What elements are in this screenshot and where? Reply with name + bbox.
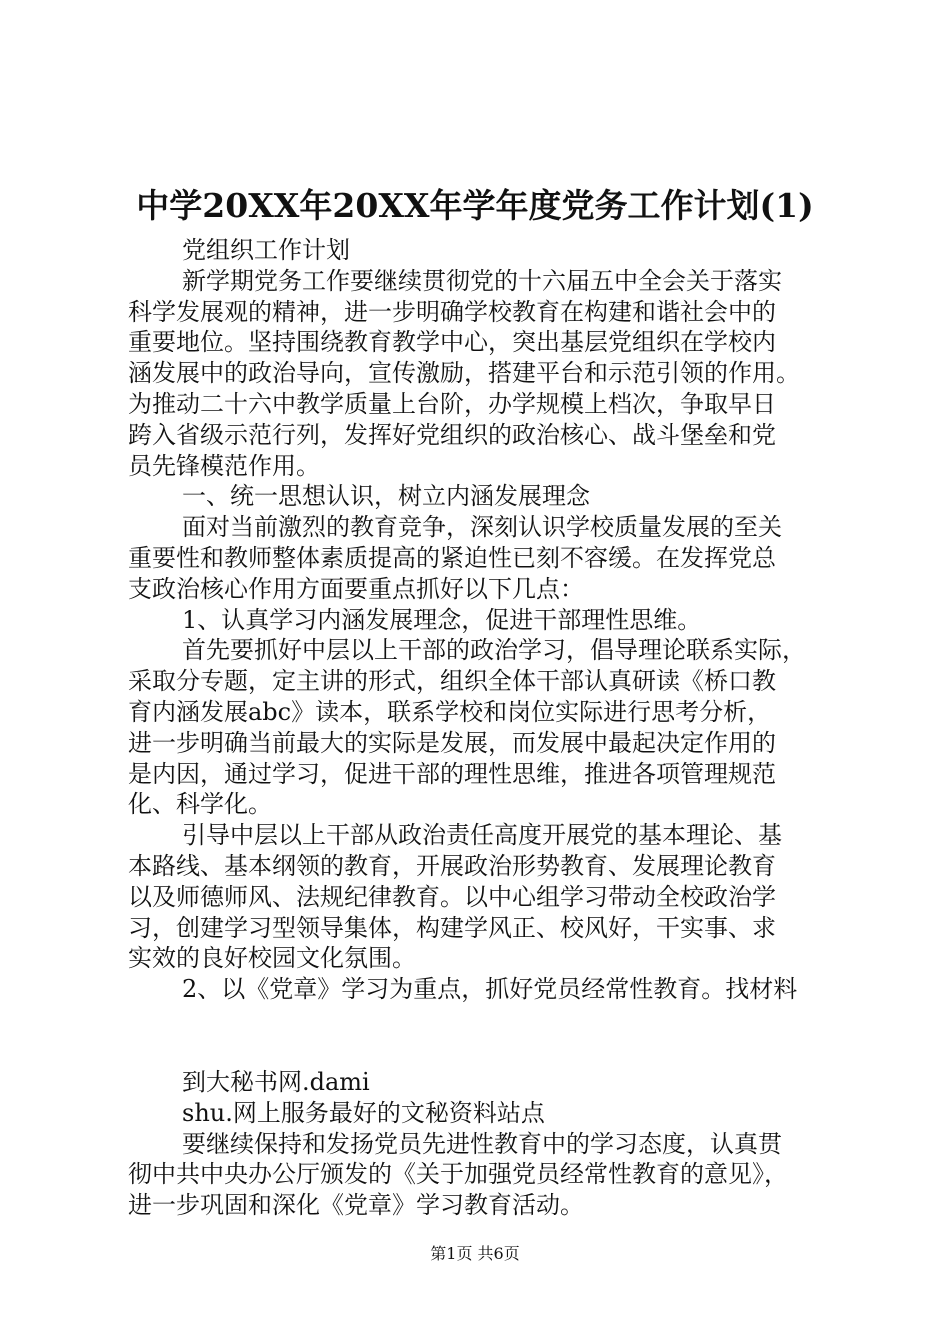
paragraph-line: 育内涵发展abc》读本，联系学校和岗位实际进行思考分析， [128, 697, 772, 726]
paragraph-line: 实效的良好校园文化氛围。 [128, 944, 416, 973]
watermark-line: shu.网上服务最好的文秘资料站点 [182, 1098, 545, 1127]
subsection-heading: 1、认真学习内涵发展理念，促进干部理性思维。 [182, 605, 702, 634]
paragraph-line: 习，创建学习型领导集体，构建学风正、校风好，干实事、求 [128, 913, 776, 942]
paragraph-line: 进一步巩固和深化《党章》学习教育活动。 [128, 1191, 584, 1220]
paragraph-line: 引导中层以上干部从政治责任高度开展党的基本理论、基 [182, 821, 782, 850]
paragraph-line: 重要地位。坚持围绕教育教学中心，突出基层党组织在学校内 [128, 328, 776, 357]
watermark-line: 到大秘书网.dami [182, 1067, 370, 1096]
paragraph-line: 要继续保持和发扬党员先进性教育中的学习态度，认真贯 [182, 1129, 782, 1158]
paragraph-line: 重要性和教师整体素质提高的紧迫性已刻不容缓。在发挥党总 [128, 543, 776, 572]
paragraph-line: 彻中共中央办公厅颁发的《关于加强党员经常性教育的意见》， [128, 1160, 788, 1189]
blank-gap [128, 1005, 843, 1067]
section-heading: 一、统一思想认识，树立内涵发展理念 [182, 482, 590, 511]
document-title: 中学20XX年20XX年学年度党务工作计划(1) [136, 186, 814, 225]
paragraph-line: 化、科学化。 [128, 790, 272, 819]
paragraph-line: 支政治核心作用方面要重点抓好以下几点： [128, 574, 584, 603]
paragraph-line: 员先锋模范作用。 [128, 451, 320, 480]
paragraph-line: 首先要抓好中层以上干部的政治学习，倡导理论联系实际， [182, 636, 806, 665]
paragraph-line: 是内因，通过学习，促进干部的理性思维，推进各项管理规范 [128, 759, 776, 788]
paragraph-line: 跨入省级示范行列，发挥好党组织的政治核心、战斗堡垒和党 [128, 420, 776, 449]
paragraph-line: 为推动二十六中教学质量上台阶，办学规模上档次，争取早日 [128, 389, 776, 418]
paragraph-line: 新学期党务工作要继续贯彻党的十六届五中全会关于落实 [182, 266, 782, 295]
section-heading: 党组织工作计划 [182, 236, 350, 264]
document-body [128, 235, 843, 1221]
paragraph-line: 科学发展观的精神，进一步明确学校教育在构建和谐社会中的 [128, 297, 776, 326]
page-footer: 第1页 共6页 [430, 1244, 520, 1263]
paragraph-line: 采取分专题，定主讲的形式，组织全体干部认真研读《桥口教 [128, 667, 776, 696]
subsection-heading: 2、以《党章》学习为重点，抓好党员经常性教育。找材料 [182, 975, 798, 1004]
paragraph-line: 本路线、基本纲领的教育，开展政治形势教育、发展理论教育 [128, 851, 776, 880]
paragraph-line: 面对当前激烈的教育竞争，深刻认识学校质量发展的至关 [182, 513, 782, 542]
paragraph-line: 涵发展中的政治导向，宣传激励，搭建平台和示范引领的作用。 [128, 359, 800, 388]
paragraph-line: 以及师德师风、法规纪律教育。以中心组学习带动全校政治学 [128, 882, 776, 911]
paragraph-line: 进一步明确当前最大的实际是发展，而发展中最起决定作用的 [128, 728, 776, 757]
